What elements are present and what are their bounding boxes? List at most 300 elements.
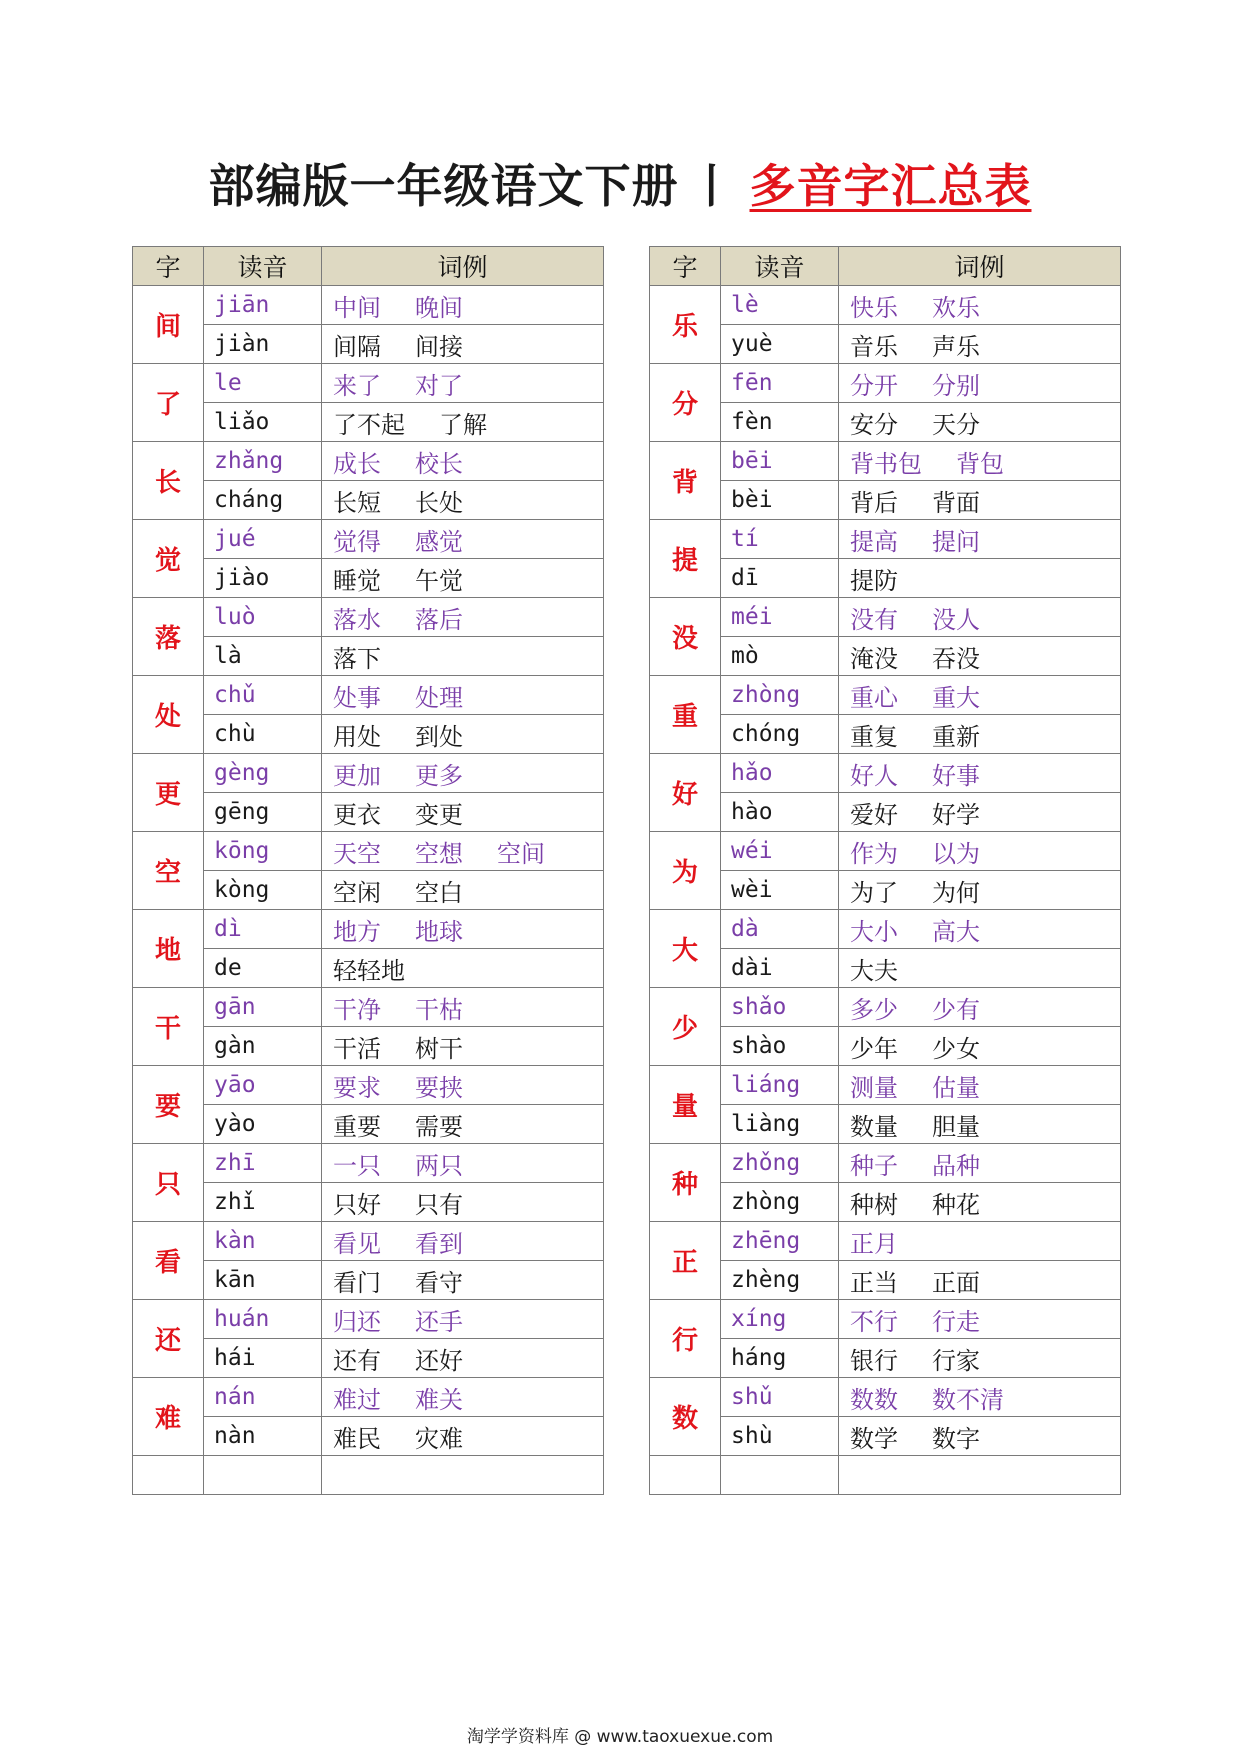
table-row: [133, 1027, 604, 1066]
polyphone-char: 空: [133, 832, 204, 910]
example-word: 天分: [932, 410, 980, 439]
pinyin-cell: yào: [204, 1105, 322, 1144]
pinyin-cell: shǎo: [721, 988, 839, 1027]
examples-cell: [839, 1027, 1121, 1066]
example-word: 好人: [850, 761, 898, 790]
table-row: [133, 598, 604, 637]
pinyin-cell: fèn: [721, 403, 839, 442]
examples-cell: [322, 1300, 604, 1339]
polyphone-char: 处: [133, 676, 204, 754]
table-row: [133, 325, 604, 364]
table-row: [650, 832, 1121, 871]
example-word: 觉得: [333, 527, 381, 556]
title-main: 部编版一年级语文下册: [208, 159, 679, 213]
table-row: [650, 520, 1121, 559]
examples-cell: [322, 1105, 604, 1144]
pinyin-cell: nán: [204, 1378, 322, 1417]
table-row: [650, 559, 1121, 598]
polyphone-char: 没: [650, 598, 721, 676]
examples-cell: [839, 520, 1121, 559]
empty-cell: [839, 1456, 1121, 1495]
pinyin-cell: zhǐ: [204, 1183, 322, 1222]
header-examples: 词例: [322, 247, 604, 286]
polyphone-char: 大: [650, 910, 721, 988]
examples-cell: [839, 988, 1121, 1027]
example-word: 了不起: [333, 410, 405, 439]
pinyin-cell: chù: [204, 715, 322, 754]
examples-cell: [322, 364, 604, 403]
example-word: 难民: [333, 1424, 381, 1453]
table-row: [650, 793, 1121, 832]
example-word: 重复: [850, 722, 898, 751]
empty-cell: [322, 1456, 604, 1495]
table-row: [650, 1105, 1121, 1144]
pinyin-cell: wèi: [721, 871, 839, 910]
polyphone-char: 乐: [650, 286, 721, 364]
table-row: [650, 910, 1121, 949]
table-row: [650, 364, 1121, 403]
examples-cell: [322, 715, 604, 754]
example-word: 感觉: [415, 527, 463, 556]
examples-cell: [322, 988, 604, 1027]
pinyin-cell: kòng: [204, 871, 322, 910]
example-word: 没有: [850, 605, 898, 634]
pinyin-cell: jiān: [204, 286, 322, 325]
example-word: 一只: [333, 1151, 381, 1180]
example-word: 轻轻地: [333, 956, 405, 985]
pinyin-cell: dī: [721, 559, 839, 598]
table-row: [650, 949, 1121, 988]
example-word: 数学: [850, 1424, 898, 1453]
polyphone-char: 长: [133, 442, 204, 520]
example-word: 树干: [415, 1034, 463, 1063]
pinyin-cell: dì: [204, 910, 322, 949]
example-word: 胆量: [932, 1112, 980, 1141]
example-word: 背书包: [850, 449, 922, 478]
empty-row: [650, 1456, 1121, 1495]
examples-cell: [322, 481, 604, 520]
table-row: [133, 442, 604, 481]
pinyin-cell: méi: [721, 598, 839, 637]
example-word: 爱好: [850, 800, 898, 829]
example-word: 背后: [850, 488, 898, 517]
pinyin-cell: hái: [204, 1339, 322, 1378]
table-row: [133, 754, 604, 793]
example-word: 晚间: [415, 293, 463, 322]
table-row: [133, 871, 604, 910]
header-pinyin: 读音: [721, 247, 839, 286]
pinyin-cell: tí: [721, 520, 839, 559]
example-word: 正当: [850, 1268, 898, 1297]
pinyin-cell: hào: [721, 793, 839, 832]
example-word: 分开: [850, 371, 898, 400]
example-word: 大小: [850, 917, 898, 946]
polyphone-char: 还: [133, 1300, 204, 1378]
example-word: 以为: [932, 839, 980, 868]
pinyin-cell: dà: [721, 910, 839, 949]
example-word: 快乐: [850, 293, 898, 322]
polyphone-char: 要: [133, 1066, 204, 1144]
table-row: [650, 1261, 1121, 1300]
example-word: 落下: [333, 644, 381, 673]
example-word: 落后: [415, 605, 463, 634]
pinyin-cell: kān: [204, 1261, 322, 1300]
example-word: 多少: [850, 995, 898, 1024]
example-word: 大夫: [850, 956, 898, 985]
pinyin-cell: de: [204, 949, 322, 988]
polyphone-char: 少: [650, 988, 721, 1066]
example-word: 正面: [932, 1268, 980, 1297]
right-polyphone-table: [649, 246, 1121, 1495]
pinyin-cell: xíng: [721, 1300, 839, 1339]
polyphone-char: 数: [650, 1378, 721, 1456]
examples-cell: [839, 910, 1121, 949]
left-polyphone-table: [132, 246, 604, 1495]
example-word: 干活: [333, 1034, 381, 1063]
header-char: 字: [650, 247, 721, 286]
examples-cell: [839, 1222, 1121, 1261]
pinyin-cell: liàng: [721, 1105, 839, 1144]
example-word: 正月: [850, 1229, 898, 1258]
pinyin-cell: liáng: [721, 1066, 839, 1105]
table-row: [650, 286, 1121, 325]
examples-cell: [839, 1261, 1121, 1300]
example-word: 来了: [333, 371, 381, 400]
examples-cell: [322, 325, 604, 364]
table-row: [650, 325, 1121, 364]
examples-cell: [839, 286, 1121, 325]
example-word: 重大: [932, 683, 980, 712]
examples-cell: [839, 598, 1121, 637]
polyphone-char: 难: [133, 1378, 204, 1456]
pinyin-cell: bēi: [721, 442, 839, 481]
pinyin-cell: yāo: [204, 1066, 322, 1105]
pinyin-cell: yuè: [721, 325, 839, 364]
example-word: 背面: [932, 488, 980, 517]
pinyin-cell: nàn: [204, 1417, 322, 1456]
example-word: 种花: [932, 1190, 980, 1219]
example-word: 重要: [333, 1112, 381, 1141]
table-header-row: [650, 247, 1121, 286]
examples-cell: [322, 1222, 604, 1261]
example-word: 用处: [333, 722, 381, 751]
title-separator: 丨: [688, 159, 736, 213]
pinyin-cell: zhǒng: [721, 1144, 839, 1183]
polyphone-char: 落: [133, 598, 204, 676]
example-word: 吞没: [932, 644, 980, 673]
table-row: [650, 1339, 1121, 1378]
example-word: 没人: [932, 605, 980, 634]
title-highlight: 多音字汇总表: [749, 159, 1032, 213]
examples-cell: [839, 442, 1121, 481]
example-word: 地球: [415, 917, 463, 946]
example-word: 难过: [333, 1385, 381, 1414]
table-row: [133, 949, 604, 988]
example-word: 空闲: [333, 878, 381, 907]
example-word: 长处: [415, 488, 463, 517]
example-word: 更多: [415, 761, 463, 790]
table-row: [650, 481, 1121, 520]
polyphone-char: 干: [133, 988, 204, 1066]
example-word: 少有: [932, 995, 980, 1024]
example-word: 两只: [415, 1151, 463, 1180]
pinyin-cell: gèng: [204, 754, 322, 793]
table-row: [133, 637, 604, 676]
table-row: [133, 1066, 604, 1105]
examples-cell: [839, 676, 1121, 715]
pinyin-cell: jué: [204, 520, 322, 559]
examples-cell: [839, 364, 1121, 403]
empty-cell: [133, 1456, 204, 1495]
examples-cell: [322, 871, 604, 910]
example-word: 不行: [850, 1307, 898, 1336]
table-row: [650, 1378, 1121, 1417]
table-header-row: [133, 247, 604, 286]
pinyin-cell: zhòng: [721, 676, 839, 715]
pinyin-cell: hǎo: [721, 754, 839, 793]
table-row: [133, 403, 604, 442]
example-word: 数字: [932, 1424, 980, 1453]
pinyin-cell: liǎo: [204, 403, 322, 442]
example-word: 少年: [850, 1034, 898, 1063]
page-title: [0, 150, 1240, 216]
examples-cell: [322, 598, 604, 637]
example-word: 淹没: [850, 644, 898, 673]
table-row: [133, 988, 604, 1027]
example-word: 看见: [333, 1229, 381, 1258]
pinyin-cell: jiàn: [204, 325, 322, 364]
table-row: [133, 1222, 604, 1261]
examples-cell: [322, 1066, 604, 1105]
empty-cell: [650, 1456, 721, 1495]
table-row: [650, 676, 1121, 715]
examples-cell: [322, 1417, 604, 1456]
example-word: 还手: [415, 1307, 463, 1336]
pinyin-cell: shǔ: [721, 1378, 839, 1417]
pinyin-cell: zhòng: [721, 1183, 839, 1222]
examples-cell: [839, 949, 1121, 988]
table-row: [650, 1417, 1121, 1456]
examples-cell: [322, 637, 604, 676]
examples-cell: [839, 637, 1121, 676]
pinyin-cell: gēng: [204, 793, 322, 832]
table-row: [133, 1339, 604, 1378]
examples-cell: [322, 676, 604, 715]
examples-cell: [322, 1339, 604, 1378]
examples-cell: [839, 325, 1121, 364]
table-row: [133, 1144, 604, 1183]
examples-cell: [322, 832, 604, 871]
table-row: [650, 715, 1121, 754]
example-word: 空白: [415, 878, 463, 907]
example-word: 种树: [850, 1190, 898, 1219]
pinyin-cell: zhèng: [721, 1261, 839, 1300]
empty-row: [133, 1456, 604, 1495]
example-word: 校长: [415, 449, 463, 478]
example-word: 难关: [415, 1385, 463, 1414]
example-word: 还好: [415, 1346, 463, 1375]
pinyin-cell: wéi: [721, 832, 839, 871]
pinyin-cell: luò: [204, 598, 322, 637]
example-word: 欢乐: [932, 293, 980, 322]
example-word: 提高: [850, 527, 898, 556]
table-row: [133, 286, 604, 325]
table-row: [133, 481, 604, 520]
polyphone-char: 好: [650, 754, 721, 832]
pinyin-cell: gān: [204, 988, 322, 1027]
pinyin-cell: zhī: [204, 1144, 322, 1183]
table-row: [650, 403, 1121, 442]
example-word: 测量: [850, 1073, 898, 1102]
examples-cell: [839, 481, 1121, 520]
example-word: 声乐: [932, 332, 980, 361]
example-word: 数不清: [932, 1385, 1004, 1414]
pinyin-cell: kōng: [204, 832, 322, 871]
examples-cell: [322, 754, 604, 793]
example-word: 对了: [415, 371, 463, 400]
examples-cell: [839, 754, 1121, 793]
example-word: 估量: [932, 1073, 980, 1102]
table-row: [650, 598, 1121, 637]
examples-cell: [322, 949, 604, 988]
example-word: 安分: [850, 410, 898, 439]
examples-cell: [839, 1339, 1121, 1378]
empty-cell: [721, 1456, 839, 1495]
examples-cell: [322, 559, 604, 598]
example-word: 数数: [850, 1385, 898, 1414]
example-word: 天空: [333, 839, 381, 868]
pinyin-cell: gàn: [204, 1027, 322, 1066]
table-row: [133, 793, 604, 832]
examples-cell: [839, 793, 1121, 832]
empty-cell: [204, 1456, 322, 1495]
pinyin-cell: huán: [204, 1300, 322, 1339]
table-row: [650, 637, 1121, 676]
table-row: [133, 520, 604, 559]
pinyin-cell: là: [204, 637, 322, 676]
example-word: 长短: [333, 488, 381, 517]
examples-cell: [839, 1144, 1121, 1183]
polyphone-char: 了: [133, 364, 204, 442]
example-word: 空想: [415, 839, 463, 868]
example-word: 要挟: [415, 1073, 463, 1102]
example-word: 只有: [415, 1190, 463, 1219]
table-row: [650, 1222, 1121, 1261]
table-row: [650, 442, 1121, 481]
polyphone-char: 行: [650, 1300, 721, 1378]
table-row: [650, 754, 1121, 793]
example-word: 背包: [956, 449, 1004, 478]
table-row: [133, 1183, 604, 1222]
polyphone-char: 更: [133, 754, 204, 832]
table-row: [133, 832, 604, 871]
pinyin-cell: kàn: [204, 1222, 322, 1261]
table-row: [133, 676, 604, 715]
pinyin-cell: le: [204, 364, 322, 403]
example-word: 为何: [932, 878, 980, 907]
examples-cell: [839, 1183, 1121, 1222]
pinyin-cell: cháng: [204, 481, 322, 520]
pinyin-cell: bèi: [721, 481, 839, 520]
example-word: 作为: [850, 839, 898, 868]
table-row: [133, 1261, 604, 1300]
examples-cell: [839, 403, 1121, 442]
example-word: 地方: [333, 917, 381, 946]
polyphone-char: 看: [133, 1222, 204, 1300]
example-word: 好学: [932, 800, 980, 829]
example-word: 重心: [850, 683, 898, 712]
example-word: 变更: [415, 800, 463, 829]
examples-cell: [322, 1027, 604, 1066]
example-word: 看门: [333, 1268, 381, 1297]
example-word: 落水: [333, 605, 381, 634]
table-row: [133, 1105, 604, 1144]
polyphone-char: 种: [650, 1144, 721, 1222]
example-word: 了解: [439, 410, 487, 439]
examples-cell: [839, 1105, 1121, 1144]
example-word: 重新: [932, 722, 980, 751]
example-word: 还有: [333, 1346, 381, 1375]
example-word: 行家: [932, 1346, 980, 1375]
examples-cell: [839, 871, 1121, 910]
example-word: 干净: [333, 995, 381, 1024]
examples-cell: [839, 1066, 1121, 1105]
example-word: 只好: [333, 1190, 381, 1219]
examples-cell: [322, 1378, 604, 1417]
polyphone-char: 提: [650, 520, 721, 598]
example-word: 灾难: [415, 1424, 463, 1453]
polyphone-char: 量: [650, 1066, 721, 1144]
pinyin-cell: háng: [721, 1339, 839, 1378]
polyphone-char: 地: [133, 910, 204, 988]
example-word: 看到: [415, 1229, 463, 1258]
header-examples: 词例: [839, 247, 1121, 286]
table-row: [650, 1144, 1121, 1183]
example-word: 提防: [850, 566, 898, 595]
pinyin-cell: shào: [721, 1027, 839, 1066]
example-word: 高大: [932, 917, 980, 946]
pinyin-cell: lè: [721, 286, 839, 325]
example-word: 午觉: [415, 566, 463, 595]
examples-cell: [322, 403, 604, 442]
example-word: 更衣: [333, 800, 381, 829]
pinyin-cell: shù: [721, 1417, 839, 1456]
polyphone-char: 分: [650, 364, 721, 442]
example-word: 少女: [932, 1034, 980, 1063]
example-word: 要求: [333, 1073, 381, 1102]
polyphone-char: 觉: [133, 520, 204, 598]
example-word: 行走: [932, 1307, 980, 1336]
table-row: [133, 715, 604, 754]
pinyin-cell: chóng: [721, 715, 839, 754]
polyphone-char: 背: [650, 442, 721, 520]
table-row: [650, 1183, 1121, 1222]
example-word: 看守: [415, 1268, 463, 1297]
examples-cell: [322, 910, 604, 949]
example-word: 数量: [850, 1112, 898, 1141]
footer-source: 淘学学资料库 @ www.taoxuexue.com: [466, 1727, 774, 1747]
examples-cell: [322, 286, 604, 325]
table-row: [133, 1417, 604, 1456]
header-char: 字: [133, 247, 204, 286]
example-word: 种子: [850, 1151, 898, 1180]
examples-cell: [839, 1378, 1121, 1417]
example-word: 成长: [333, 449, 381, 478]
examples-cell: [322, 793, 604, 832]
example-word: 间隔: [333, 332, 381, 361]
examples-cell: [322, 1183, 604, 1222]
pinyin-cell: mò: [721, 637, 839, 676]
